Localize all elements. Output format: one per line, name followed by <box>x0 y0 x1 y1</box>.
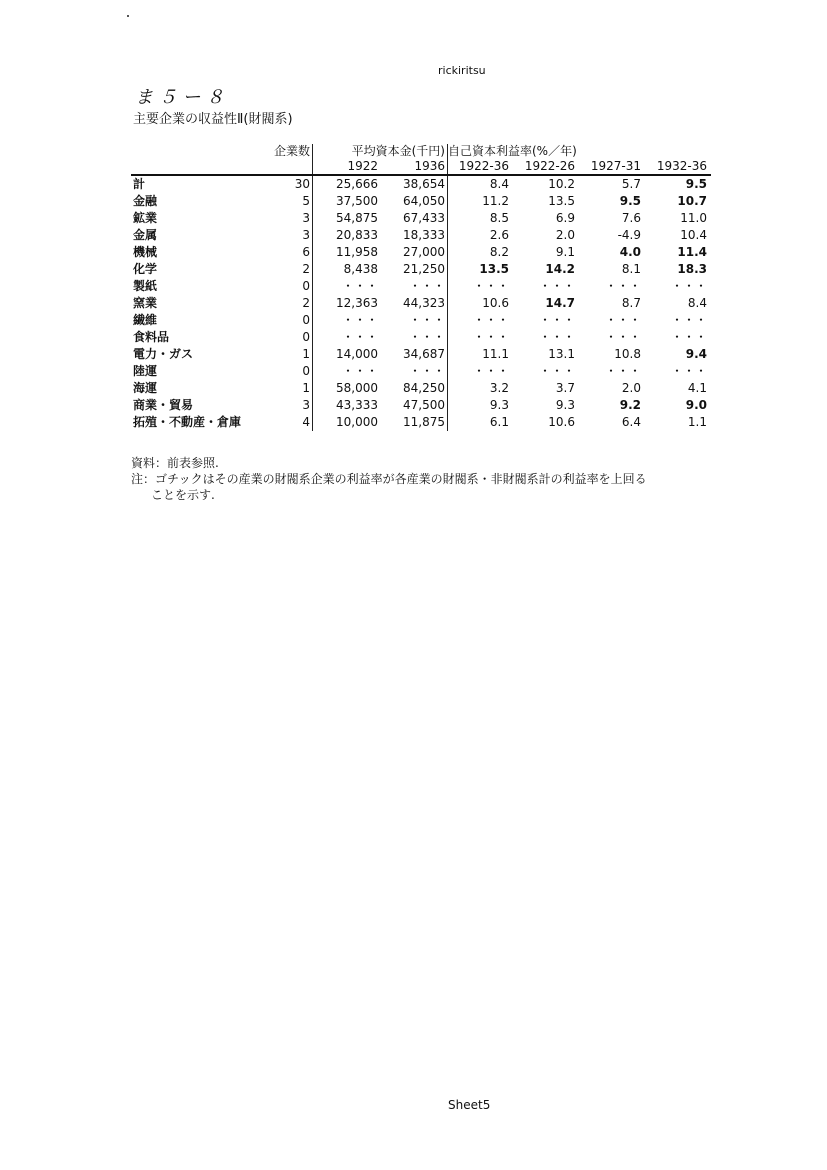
row-roe-1927-31: 8.7 <box>621 296 641 310</box>
profitability-table <box>131 144 711 431</box>
row-roe-1922-26: 13.5 <box>548 194 575 208</box>
table-row <box>131 278 711 295</box>
row-count: 2 <box>260 295 313 312</box>
row-roe-1927-31: 6.4 <box>621 415 641 429</box>
row-count: 0 <box>260 278 313 295</box>
header-roe-1922-36: 1922-36 <box>448 159 514 175</box>
row-roe-1932-36: ・・・ <box>670 279 707 293</box>
header-roe-group: 自己資本利益率(%／年) <box>448 144 577 158</box>
row-label: 繊維 <box>133 313 158 327</box>
row-cap-1936: ・・・ <box>380 363 448 380</box>
table-row <box>131 397 711 414</box>
row-roe-1927-31: ・・・ <box>604 279 641 293</box>
row-roe-1922-26: 9.3 <box>555 398 575 412</box>
row-count: 3 <box>260 210 313 227</box>
row-roe-1922-26: ・・・ <box>538 279 575 293</box>
row-roe-1922-26: 10.6 <box>548 415 575 429</box>
table-row <box>131 193 711 210</box>
row-count: 3 <box>260 227 313 244</box>
row-label: 拓殖・不動産・倉庫 <box>133 415 242 429</box>
row-roe-1927-31: 5.7 <box>621 177 641 191</box>
row-roe-1922-36: ・・・ <box>472 330 509 344</box>
row-cap-1922: ・・・ <box>341 279 378 293</box>
table-row <box>131 295 711 312</box>
row-cap-1936: 38,654 <box>380 175 448 193</box>
row-count: 0 <box>260 329 313 346</box>
row-roe-1927-31: 4.0 <box>619 245 641 259</box>
row-roe-1932-36: ・・・ <box>670 330 707 344</box>
table-row <box>131 244 711 261</box>
row-cap-1922: 25,666 <box>336 177 378 191</box>
row-roe-1922-36: ・・・ <box>472 313 509 327</box>
row-label: 製紙 <box>133 279 158 293</box>
scan-speck <box>127 15 129 17</box>
row-roe-1922-36: 8.4 <box>489 177 509 191</box>
row-roe-1922-26: 2.0 <box>555 228 575 242</box>
row-cap-1922: 14,000 <box>336 347 378 361</box>
header-row-1 <box>131 144 711 159</box>
row-roe-1922-26: 14.2 <box>545 262 575 276</box>
row-roe-1932-36: 1.1 <box>687 415 707 429</box>
row-cap-1922: 43,333 <box>336 398 378 412</box>
row-cap-1936: 21,250 <box>380 261 448 278</box>
row-roe-1927-31: 2.0 <box>621 381 641 395</box>
page-header: rickiritsu <box>438 64 486 77</box>
row-cap-1922: ・・・ <box>341 313 378 327</box>
row-cap-1936: 67,433 <box>380 210 448 227</box>
row-cap-1936: 44,323 <box>380 295 448 312</box>
table-row <box>131 261 711 278</box>
row-roe-1927-31: 8.1 <box>621 262 641 276</box>
row-cap-1922: 8,438 <box>343 262 378 276</box>
header-capital-group: 平均資本金(千円) <box>313 144 448 159</box>
table-row <box>131 380 711 397</box>
row-roe-1932-36: ・・・ <box>670 364 707 378</box>
row-roe-1922-36: 11.1 <box>482 347 509 361</box>
row-roe-1932-36: 10.7 <box>677 194 707 208</box>
header-label <box>131 144 260 159</box>
row-roe-1932-36: 18.3 <box>677 262 707 276</box>
row-cap-1922: 11,958 <box>336 245 378 259</box>
row-cap-1922: 10,000 <box>336 415 378 429</box>
row-roe-1932-36: 8.4 <box>687 296 707 310</box>
row-roe-1932-36: ・・・ <box>670 313 707 327</box>
row-roe-1922-26: 6.9 <box>555 211 575 225</box>
row-count: 0 <box>260 312 313 329</box>
row-roe-1922-36: ・・・ <box>472 364 509 378</box>
row-roe-1922-26: ・・・ <box>538 364 575 378</box>
row-label: 電力・ガス <box>133 347 194 361</box>
row-roe-1927-31: 9.2 <box>619 398 641 412</box>
header-roe-1922-26: 1922-26 <box>513 159 579 175</box>
row-roe-1932-36: 9.5 <box>685 177 707 191</box>
row-count: 6 <box>260 244 313 261</box>
table-body <box>131 175 711 431</box>
row-cap-1922: 58,000 <box>336 381 378 395</box>
row-cap-1936: 18,333 <box>380 227 448 244</box>
row-cap-1936: 27,000 <box>380 244 448 261</box>
header-row-2 <box>131 159 711 175</box>
row-cap-1922: ・・・ <box>341 364 378 378</box>
row-roe-1927-31: ・・・ <box>604 313 641 327</box>
table-row <box>131 210 711 227</box>
table-row <box>131 175 711 193</box>
row-cap-1936: ・・・ <box>380 312 448 329</box>
row-count: 2 <box>260 261 313 278</box>
footnote-continued: ことを示す. <box>151 488 215 502</box>
row-roe-1927-31: -4.9 <box>617 228 641 242</box>
row-roe-1932-36: 11.0 <box>680 211 707 225</box>
row-cap-1936: 47,500 <box>380 397 448 414</box>
row-roe-1927-31: 9.5 <box>619 194 641 208</box>
row-cap-1922: 20,833 <box>336 228 378 242</box>
row-roe-1932-36: 4.1 <box>687 381 707 395</box>
row-label: 海運 <box>133 381 158 395</box>
row-cap-1936: 84,250 <box>380 380 448 397</box>
row-roe-1922-26: 3.7 <box>555 381 575 395</box>
table-title: 主要企業の収益性Ⅱ(財閥系) <box>133 112 293 127</box>
row-roe-1922-36: 11.2 <box>482 194 509 208</box>
table-row <box>131 414 711 431</box>
row-count: 4 <box>260 414 313 431</box>
row-cap-1922: 54,875 <box>336 211 378 225</box>
table-row <box>131 346 711 363</box>
row-label: 計 <box>133 177 146 191</box>
row-roe-1922-36: 10.6 <box>482 296 509 310</box>
row-label: 陸運 <box>133 364 158 378</box>
row-count: 3 <box>260 397 313 414</box>
row-label: 食料品 <box>133 330 170 344</box>
row-label: 商業・貿易 <box>133 398 194 412</box>
table-row <box>131 227 711 244</box>
table-row <box>131 329 711 346</box>
row-roe-1932-36: 10.4 <box>680 228 707 242</box>
row-roe-1932-36: 11.4 <box>677 245 707 259</box>
row-label: 窯業 <box>133 296 158 310</box>
source-note: 資料：前表参照. <box>131 456 219 470</box>
row-cap-1922: ・・・ <box>341 330 378 344</box>
row-roe-1922-36: 8.5 <box>489 211 509 225</box>
row-roe-1922-36: 13.5 <box>479 262 509 276</box>
table-row <box>131 363 711 380</box>
row-roe-1922-36: 9.3 <box>489 398 509 412</box>
row-label: 金属 <box>133 228 158 242</box>
row-cap-1936: 34,687 <box>380 346 448 363</box>
sheet-footer: Sheet5 <box>448 1098 491 1112</box>
row-cap-1936: ・・・ <box>380 278 448 295</box>
row-roe-1922-26: 13.1 <box>548 347 575 361</box>
row-count: 30 <box>260 175 313 193</box>
row-roe-1927-31: ・・・ <box>604 330 641 344</box>
table-row <box>131 312 711 329</box>
row-cap-1936: 64,050 <box>380 193 448 210</box>
row-roe-1922-36: ・・・ <box>472 279 509 293</box>
row-roe-1922-36: 8.2 <box>489 245 509 259</box>
row-roe-1932-36: 9.0 <box>685 398 707 412</box>
row-count: 1 <box>260 380 313 397</box>
row-roe-1922-26: ・・・ <box>538 330 575 344</box>
row-label: 金融 <box>133 194 158 208</box>
header-roe-1932-36: 1932-36 <box>645 159 711 175</box>
row-count: 5 <box>260 193 313 210</box>
row-cap-1936: ・・・ <box>380 329 448 346</box>
row-count: 1 <box>260 346 313 363</box>
notes <box>131 455 647 503</box>
row-roe-1922-36: 2.6 <box>489 228 509 242</box>
row-label: 機械 <box>133 245 158 259</box>
header-roe-1927-31: 1927-31 <box>579 159 645 175</box>
row-cap-1922: 12,363 <box>336 296 378 310</box>
row-roe-1927-31: 10.8 <box>614 347 641 361</box>
row-cap-1936: 11,875 <box>380 414 448 431</box>
footnote: 注：ゴチックはその産業の財閥系企業の利益率が各産業の財閥系・非財閥系計の利益率を上回る <box>131 472 647 486</box>
header-cap-1936: 1936 <box>380 159 448 175</box>
row-roe-1922-26: 9.1 <box>555 245 575 259</box>
header-count: 企業数 <box>260 144 313 159</box>
row-roe-1922-36: 6.1 <box>489 415 509 429</box>
row-roe-1922-36: 3.2 <box>489 381 509 395</box>
row-roe-1922-26: 10.2 <box>548 177 575 191</box>
row-roe-1922-26: ・・・ <box>538 313 575 327</box>
handwritten-note: ま ５ ー ８ <box>135 87 225 108</box>
row-cap-1922: 37,500 <box>336 194 378 208</box>
header-cap-1922: 1922 <box>313 159 381 175</box>
row-roe-1927-31: 7.6 <box>621 211 641 225</box>
row-roe-1922-26: 14.7 <box>545 296 575 310</box>
row-label: 化学 <box>133 262 158 276</box>
row-count: 0 <box>260 363 313 380</box>
row-roe-1932-36: 9.4 <box>685 347 707 361</box>
row-label: 鉱業 <box>133 211 158 225</box>
row-roe-1927-31: ・・・ <box>604 364 641 378</box>
